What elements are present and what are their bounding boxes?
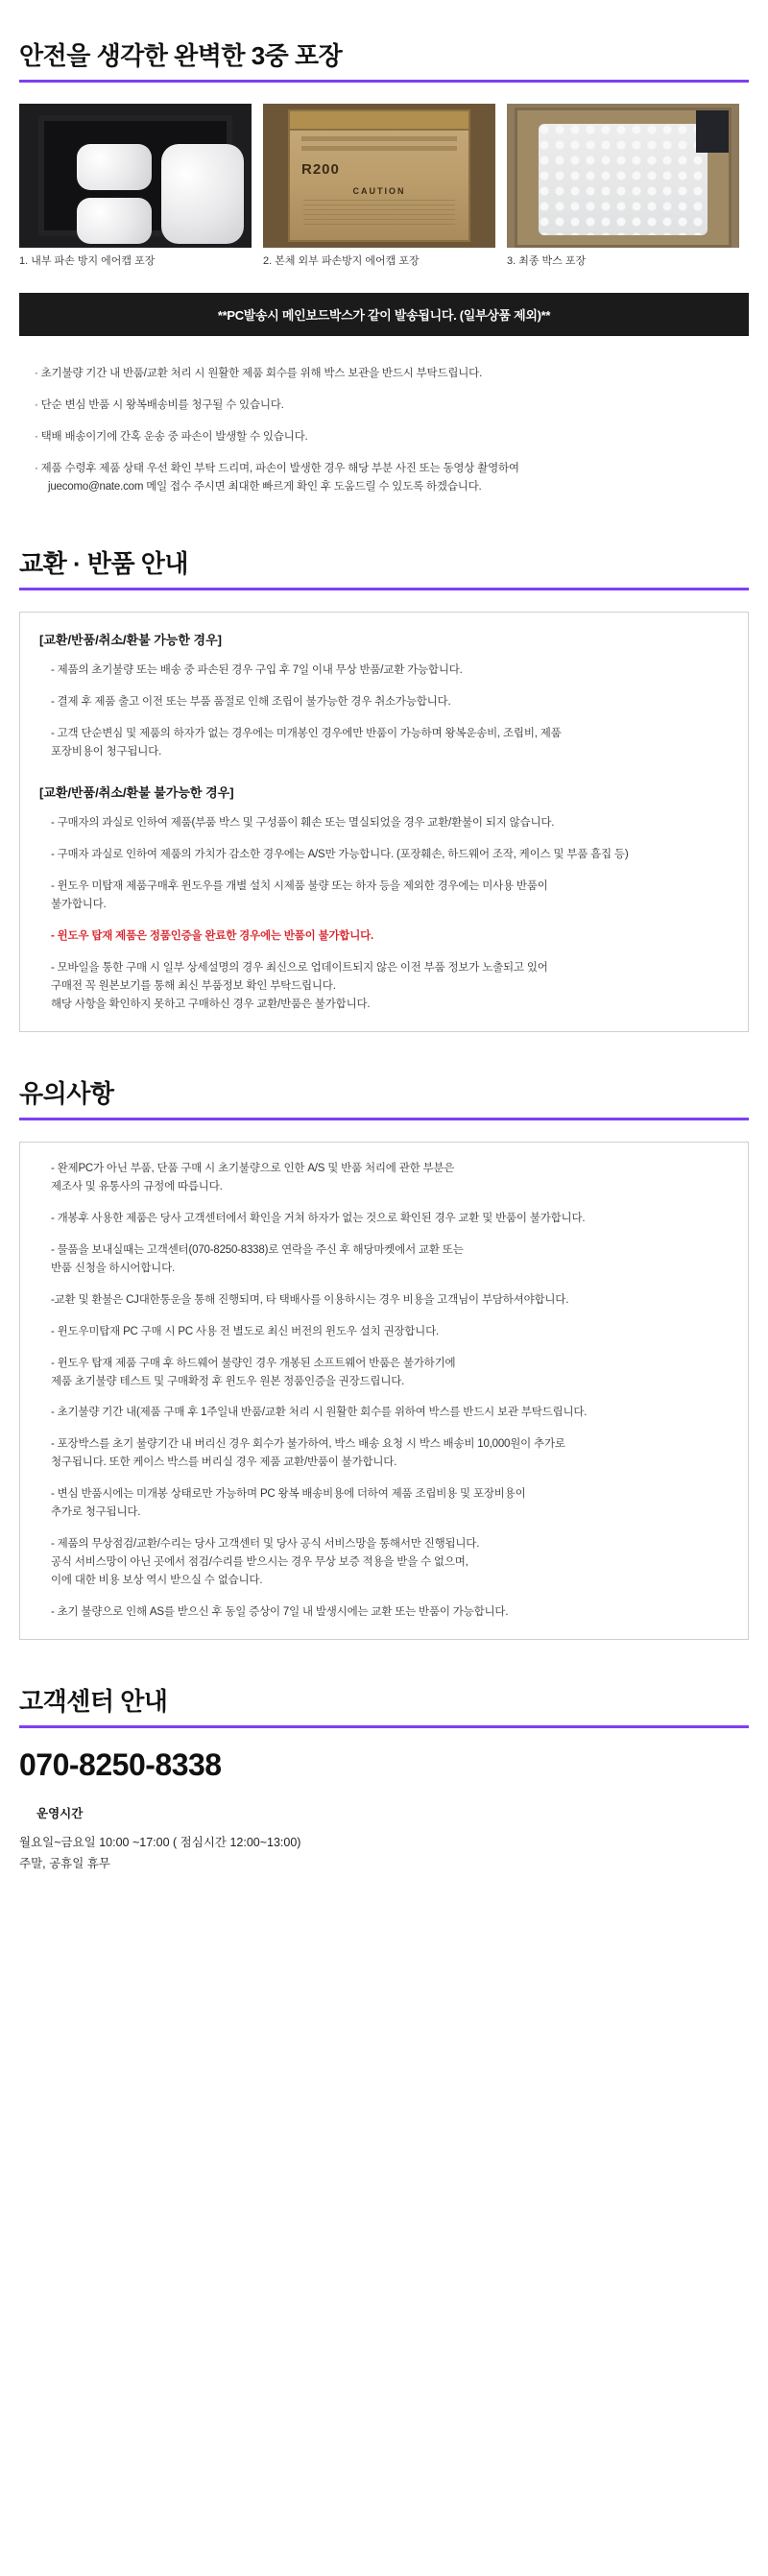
packaging-note: · 단순 변심 반품 시 왕복배송비를 청구될 수 있습니다. [35, 399, 284, 412]
caution-item-main: - 물품을 보내실때는 고객센터(070-8250-8338)로 연락을 주신 후 해당마켓에서 교환 또는 [51, 1243, 464, 1256]
caution-item-main: - 완제PC가 아닌 부품, 단품 구매 시 초기불량으로 인한 A/S 및 반품 처리에 관한 부분은 [51, 1162, 455, 1174]
caution-item [39, 1160, 729, 1196]
photo-caption: 1. 내부 파손 방지 에어캡 포장 [19, 255, 156, 267]
exchange-item [39, 878, 729, 914]
exchange-item-sub: 포장비용이 청구됩니다. [51, 746, 162, 758]
caution-item: - 초기 불량으로 인해 AS를 받으신 후 동일 증상이 7일 내 발생시에는 교환 또는 반품이 가능합니다. [51, 1606, 509, 1619]
caution-item: - 윈도우미탑재 PC 구매 시 PC 사용 전 별도로 최신 버전의 윈도우 설치 권장합니다. [51, 1325, 439, 1337]
caution-item: - 초기불량 기간 내(제품 구매 후 1주일내 반품/교환 처리 시 원활한 회수를 위하여 박스를 반드시 보관 부탁드립니다. [51, 1407, 588, 1419]
bubble-wrap [539, 124, 708, 235]
photo-final-box [507, 104, 739, 248]
customer-heading: 고객센터 안내 [19, 1687, 168, 1717]
customer-hours-weekend: 주말, 공휴일 휴무 [19, 1857, 110, 1871]
packaging-section-header [19, 36, 749, 83]
carton-line [301, 136, 457, 141]
outer-box-shape [515, 108, 732, 248]
packaging-note [23, 460, 745, 496]
customer-section-header [19, 1682, 749, 1728]
page-root [0, 36, 768, 1914]
caution-item-main: - 윈도우 탑재 제품 구매 후 하드웨어 불량인 경우 개봉된 소프트웨어 반품은 불가하기에 [51, 1357, 456, 1369]
caution-item-sub: 공식 서비스망이 아닌 곳에서 점검/수리를 받으시는 경우 무상 보증 적용을 받을 수 없으며, [51, 1556, 468, 1569]
packaging-photo-1 [19, 104, 252, 268]
carton-top-band [290, 111, 468, 131]
packaging-photo-2 [263, 104, 495, 268]
foam-bag [77, 144, 152, 190]
exchange-section-header [19, 544, 749, 590]
packaging-photo-3 [507, 104, 739, 268]
caution-heading: 유의사항 [19, 1078, 114, 1108]
carton-line [301, 146, 457, 151]
carton-caution-label: CAUTION [352, 186, 406, 196]
caution-item [39, 1355, 729, 1391]
caution-box [19, 1142, 749, 1640]
mainboard-notice-banner: **PC발송시 메인보드박스가 같이 발송됩니다. (일부상품 제외)** [19, 293, 749, 336]
caution-item [39, 1435, 729, 1472]
carton-shape [288, 109, 470, 242]
exchange-allowed-title: [교환/반품/취소/환불 가능한 경우] [39, 633, 222, 648]
box-shadow-edge [696, 110, 729, 153]
caution-item [39, 1485, 729, 1522]
caution-item-sub: 제조사 및 유통사의 규정에 따릅니다. [51, 1180, 223, 1192]
packaging-note-main: · 제품 수령후 제품 상태 우선 확인 부탁 드리며, 파손이 발생한 경우 해당 부분 사진 또는 동영상 촬영하여 [35, 463, 519, 475]
packaging-photo-row [19, 104, 749, 268]
exchange-item-main: - 윈도우 미탑재 제품구매후 윈도우를 개별 설치 시제품 불량 또는 하자 등을 제외한 경우에는 미사용 반품이 [51, 879, 548, 892]
caution-item-sub: 청구됩니다. 또한 케이스 박스를 버리실 경우 제품 교환/반품이 불가합니다. [51, 1457, 397, 1469]
carton-model-label: R200 [301, 161, 340, 178]
customer-hours-weekday: 월요일~금요일 10:00 ~17:00 ( 점심시간 12:00~13:00) [19, 1836, 301, 1850]
caution-item-sub: 추가로 청구됩니다. [51, 1506, 141, 1519]
photo-caption: 2. 본체 외부 파손방지 에어캡 포장 [263, 255, 420, 267]
heading-rule [19, 1118, 749, 1120]
exchange-box [19, 612, 749, 1032]
packaging-note-sub: juecomo@nate.com 메일 접수 주시면 최대한 빠르게 확인 후 도움드릴 수 있도록 하겠습니다. [48, 481, 482, 494]
packaging-heading: 안전을 생각한 완벽한 3중 포장 [19, 41, 343, 70]
exchange-item: - 제품의 초기불량 또는 배송 중 파손된 경우 구입 후 7일 이내 무상 반품/교환 가능합니다. [51, 664, 463, 677]
customer-phone[interactable]: 070-8250-8338 [19, 1747, 222, 1783]
packaging-note: · 초기불량 기간 내 반품/교환 처리 시 원활한 제품 회수를 위해 박스 보관을 반드시 부탁드립니다. [35, 368, 483, 380]
caution-item-main: - 변심 반품시에는 미개봉 상태로만 가능하며 PC 왕복 배송비용에 더하여 제품 조립비용 및 포장비용이 [51, 1488, 526, 1501]
caution-item: - 개봉후 사용한 제품은 당사 고객센터에서 확인을 거쳐 하자가 없는 것으로 확인된 경우 교환 및 반품이 불가합니다. [51, 1212, 586, 1224]
caution-item-sub2: 이에 대한 비용 보상 역시 받으실 수 없습니다. [51, 1575, 263, 1587]
exchange-item: - 구매자 과실로 인하여 제품의 가치가 감소한 경우에는 A/S만 가능합니다. (포장훼손, 하드웨어 조작, 케이스 및 부품 흠집 등) [51, 848, 629, 860]
exchange-item-main: - 고객 단순변심 및 제품의 하자가 없는 경우에는 미개봉인 경우에만 반품이 가능하며 왕복운송비, 조립비, 제품 [51, 728, 562, 740]
exchange-item-sub: 해당 사항을 확인하지 못하고 구매하신 경우 교환/반품은 불가합니다. [51, 998, 371, 1010]
heading-rule [19, 80, 749, 83]
exchange-heading: 교환 · 반품 안내 [19, 549, 189, 579]
photo-caption: 3. 최종 박스 포장 [507, 255, 587, 267]
foam-bag [161, 144, 244, 244]
exchange-item-warning: - 윈도우 탑재 제품은 정품인증을 완료한 경우에는 반품이 불가합니다. [51, 929, 374, 942]
exchange-item-sub: 구매전 꼭 원본보기를 통해 최신 부품정보 확인 부탁드립니다. [51, 979, 336, 992]
photo-outer-aircap [263, 104, 495, 248]
packaging-note: · 택배 배송이기에 간혹 운송 중 파손이 발생할 수 있습니다. [35, 431, 308, 444]
heading-rule [19, 588, 749, 590]
exchange-item [39, 725, 729, 761]
caution-item-sub: 반품 신청을 하시어합니다. [51, 1262, 175, 1274]
packaging-notes [19, 359, 749, 502]
exchange-item-sub: 불가합니다. [51, 898, 107, 910]
photo-inner-aircap [19, 104, 252, 248]
heading-rule [19, 1725, 749, 1728]
carton-fine-print [303, 200, 455, 229]
exchange-denied-title: [교환/반품/취소/환불 불가능한 경우] [39, 785, 234, 801]
caution-item [39, 1535, 729, 1590]
caution-item-main: - 제품의 무상점검/교환/수리는 당사 고객센터 및 당사 공식 서비스망을 통해서만 진행됩니다. [51, 1538, 480, 1551]
exchange-item: - 구매자의 과실로 인하여 제품(부품 박스 및 구성품이 훼손 또는 멸실되었을 경우 교환/환불이 되지 않습니다. [51, 817, 555, 830]
caution-item [39, 1241, 729, 1278]
caution-item: -교환 및 환불은 CJ대한통운을 통해 진행되며, 타 택배사를 이용하시는 경우 비용을 고객님이 부담하셔야합니다. [51, 1293, 569, 1306]
caution-item-sub: 제품 초기불량 테스트 및 구매확정 후 윈도우 원본 정품인증을 권장드립니다. [51, 1375, 405, 1387]
caution-section-header [19, 1074, 749, 1120]
box-shape [38, 115, 232, 236]
exchange-item [39, 959, 729, 1014]
caution-item-main: - 포장박스를 초기 불량기간 내 버리신 경우 회수가 불가하여, 박스 배송 요청 시 박스 배송비 10,000원이 추가로 [51, 1438, 565, 1451]
customer-hours-label: 운영시간 [36, 1807, 84, 1821]
foam-bag [77, 198, 152, 244]
exchange-item: - 결제 후 제품 출고 이전 또는 부품 품절로 인해 조립이 불가능한 경우 취소가능합니다. [51, 696, 451, 709]
exchange-item-main: - 모바일을 통한 구매 시 일부 상세설명의 경우 최신으로 업데이트되지 않은 이전 부품 정보가 노출되고 있어 [51, 961, 548, 974]
